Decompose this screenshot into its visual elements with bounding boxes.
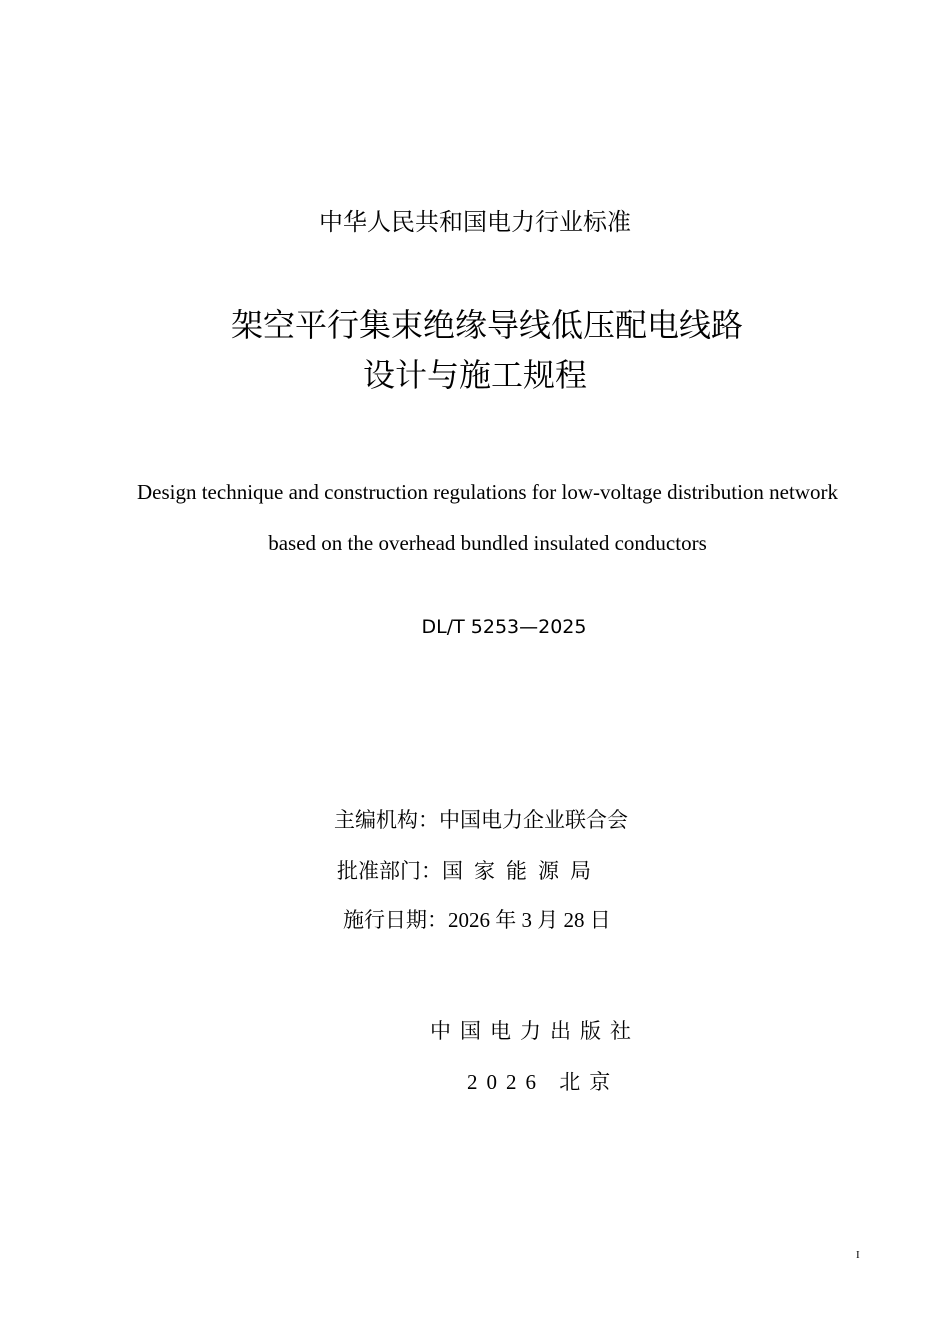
effective-date-row — [343, 904, 611, 934]
document-title-line-2: 设计与施工规程 — [363, 356, 588, 394]
editor-value: 中国电力企业联合会 — [439, 808, 628, 832]
publication-year-place: 2026 北京 — [467, 1070, 620, 1094]
english-title-line-1: Design technique and construction regulations for low-voltage distribution network — [136, 480, 838, 504]
publisher-name: 中国电力出版社 — [430, 1019, 640, 1043]
approver-label: 批准部门： — [337, 859, 442, 883]
english-title-line-2: based on the overhead bundled insulated conductors — [268, 531, 707, 555]
editor-label: 主编机构： — [334, 808, 439, 832]
editor-row — [334, 804, 628, 834]
effective-date-value: 2026 年 3 月 28 日 — [448, 908, 611, 932]
standard-category: 中华人民共和国电力行业标准 — [319, 208, 631, 236]
standard-code: DL/T 5253—2025 — [421, 616, 587, 638]
approver-row — [337, 855, 602, 885]
document-title-line-1: 架空平行集束绝缘导线低压配电线路 — [230, 306, 743, 344]
page-number: I — [856, 1249, 860, 1261]
approver-value: 国家能源局 — [442, 859, 602, 883]
effective-date-label: 施行日期： — [343, 908, 448, 932]
